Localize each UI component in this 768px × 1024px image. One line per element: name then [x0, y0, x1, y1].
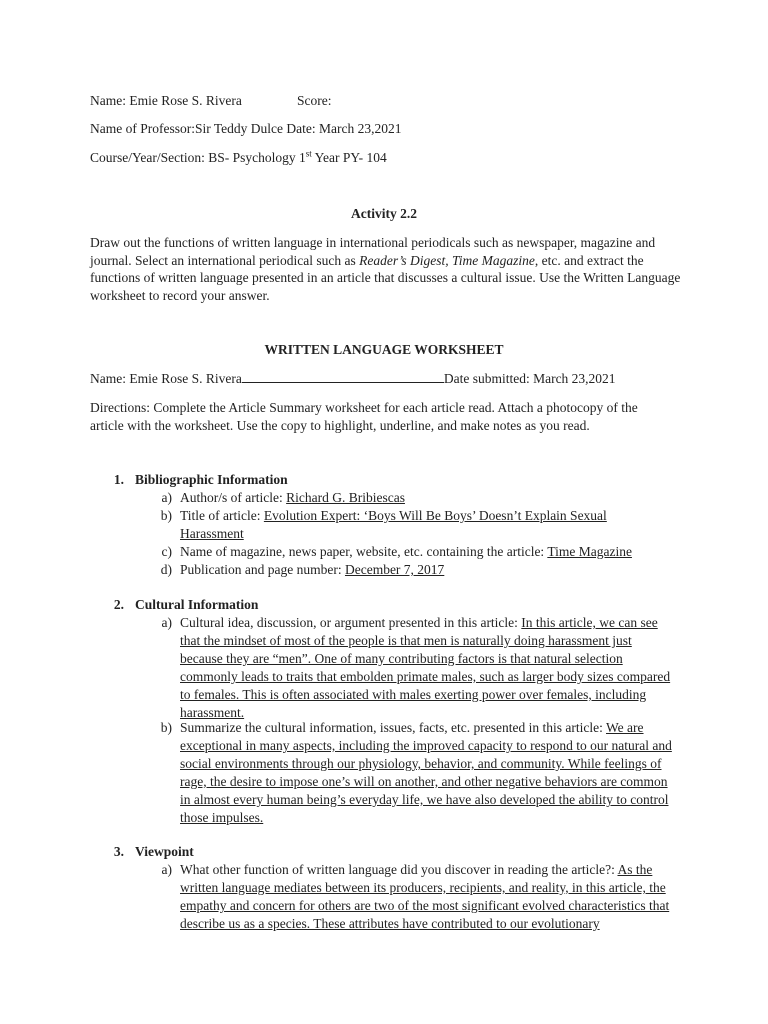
date-submitted: Date submitted: March 23,2021 — [443, 371, 616, 386]
summary-item: Summarize the cultural information, issues, facts, etc. presented in this article: We are exceptional in many aspects, including the improved capacity to respond to our natural and social environments through our physiology, behavior, and community. While feelings of rage, the desire to impose one’s will on another, and other negative behaviors are common in almost every human being’s everyday life, we have also developed the ability to control those impulses. — [180, 720, 672, 825]
directions: Directions: Complete the Article Summary worksheet for each article read. Attach a photocopy of the article with the worksheet. Use the copy to highlight, underline, and make notes as you read. — [90, 400, 638, 433]
author-answer: Richard G. Bribiescas — [286, 490, 405, 505]
worksheet-name-line — [90, 370, 616, 388]
section-number: 1. — [113, 472, 124, 487]
section-title: Bibliographic Information — [135, 472, 288, 487]
publication-item: Publication and page number: December 7, 2017 — [180, 562, 445, 577]
item-label: b) — [160, 508, 172, 523]
title-answer: Evolution Expert: ‘Boys Will Be Boys’ Doesn’t Explain Sexual Harassment — [180, 508, 607, 541]
item-label: a) — [161, 490, 172, 505]
viewpoint-answer: As the written language mediates between its producers, recipients, and reality, in this article, the empathy and concern for others are two of the most significant evolved characteristics that describe us as a species. These attributes have contributed to our evolutionary — [180, 862, 670, 931]
worksheet-title: WRITTEN LANGUAGE WORKSHEET — [264, 342, 504, 357]
section-number: 2. — [113, 597, 124, 612]
course-line — [90, 149, 387, 167]
date-label: Date: — [286, 121, 316, 136]
activity-instructions: Draw out the functions of written language in international periodicals such as newspaper, magazine and journal. Select an international periodical such as Reader’s Digest, Time Magazine, etc. and extract the functions of written language presented in an article that discusses a cultural issue. Use the Written Language worksheet to record your answer. — [90, 235, 681, 303]
item-label: b) — [160, 720, 172, 735]
magazine-answer: Time Magazine — [547, 544, 632, 559]
professor-value: Sir Teddy Dulce — [194, 121, 284, 136]
magazine-item: Name of magazine, news paper, website, etc. containing the article: Time Magazine — [180, 544, 632, 559]
section-number: 3. — [113, 844, 124, 859]
item-label: d) — [160, 562, 172, 577]
section-title: Cultural Information — [135, 597, 259, 612]
item-label: a) — [161, 862, 172, 877]
italic-periodicals: Reader’s Digest, Time Magazine — [359, 252, 535, 268]
item-label: c) — [161, 544, 172, 559]
summary-answer: We are exceptional in many aspects, including the improved capacity to respond to our natural and social environments through our physiology, behavior, and community. While feelings of rage, the desire to impose one’s will on another, and other negative behaviors are common in almost every human being’s everyday life, we have also developed the ability to control those impulses. — [180, 720, 672, 825]
item-label: a) — [161, 615, 172, 630]
course-superscript: st — [305, 148, 312, 159]
cultural-idea-answer: In this article, we can see that the mindset of most of the people is that men is naturally doing harassment just because they are “men”. One of many contributing factors is that natural selection commonly leads to traits that embolden primate males, such as larger body sizes compared to females. This is often associated with males exerting power over females, including harassment. — [180, 615, 671, 720]
score-label: Score: — [297, 93, 332, 108]
name-label: Name: — [90, 93, 126, 108]
publication-answer: December 7, 2017 — [344, 562, 445, 577]
author-item: Author/s of article: Richard G. Bribiescas — [180, 490, 405, 505]
viewpoint-item: What other function of written language did you discover in reading the article?: As the written language mediates between its producers, recipients, and reality, in this article, the empathy and concern for others are two of the most significant evolved characteristics that describe us as a species. These attributes have contributed to our evolutionary — [180, 862, 670, 931]
professor-label: Name of Professor: — [90, 121, 195, 136]
cultural-idea-item: Cultural idea, discussion, or argument presented in this article: In this article, we can see that the mindset of most of the people is that men is naturally doing harassment just because they are “men”. One of many contributing factors is that natural selection commonly leads to traits that embolden primate males, such as larger body sizes compared to females. This is often associated with males exerting power over females, including harassment. — [180, 615, 671, 720]
date-value: March 23,2021 — [319, 121, 402, 136]
name-value: Emie Rose S. Rivera — [129, 93, 242, 108]
course-suffix: Year PY- 104 — [311, 150, 387, 165]
professor-line — [90, 120, 402, 138]
title-item: Title of article: Evolution Expert: ‘Boys Will Be Boys’ Doesn’t Explain Sexual Harassment — [180, 508, 607, 541]
activity-title: Activity 2.2 — [351, 206, 417, 221]
worksheet-name: Name: Emie Rose S. Rivera — [90, 371, 242, 386]
section-title: Viewpoint — [135, 844, 194, 859]
course-text: Course/Year/Section: BS- Psychology 1 — [90, 150, 306, 165]
name-underline-blank — [242, 370, 444, 383]
student-name-line — [90, 92, 242, 110]
